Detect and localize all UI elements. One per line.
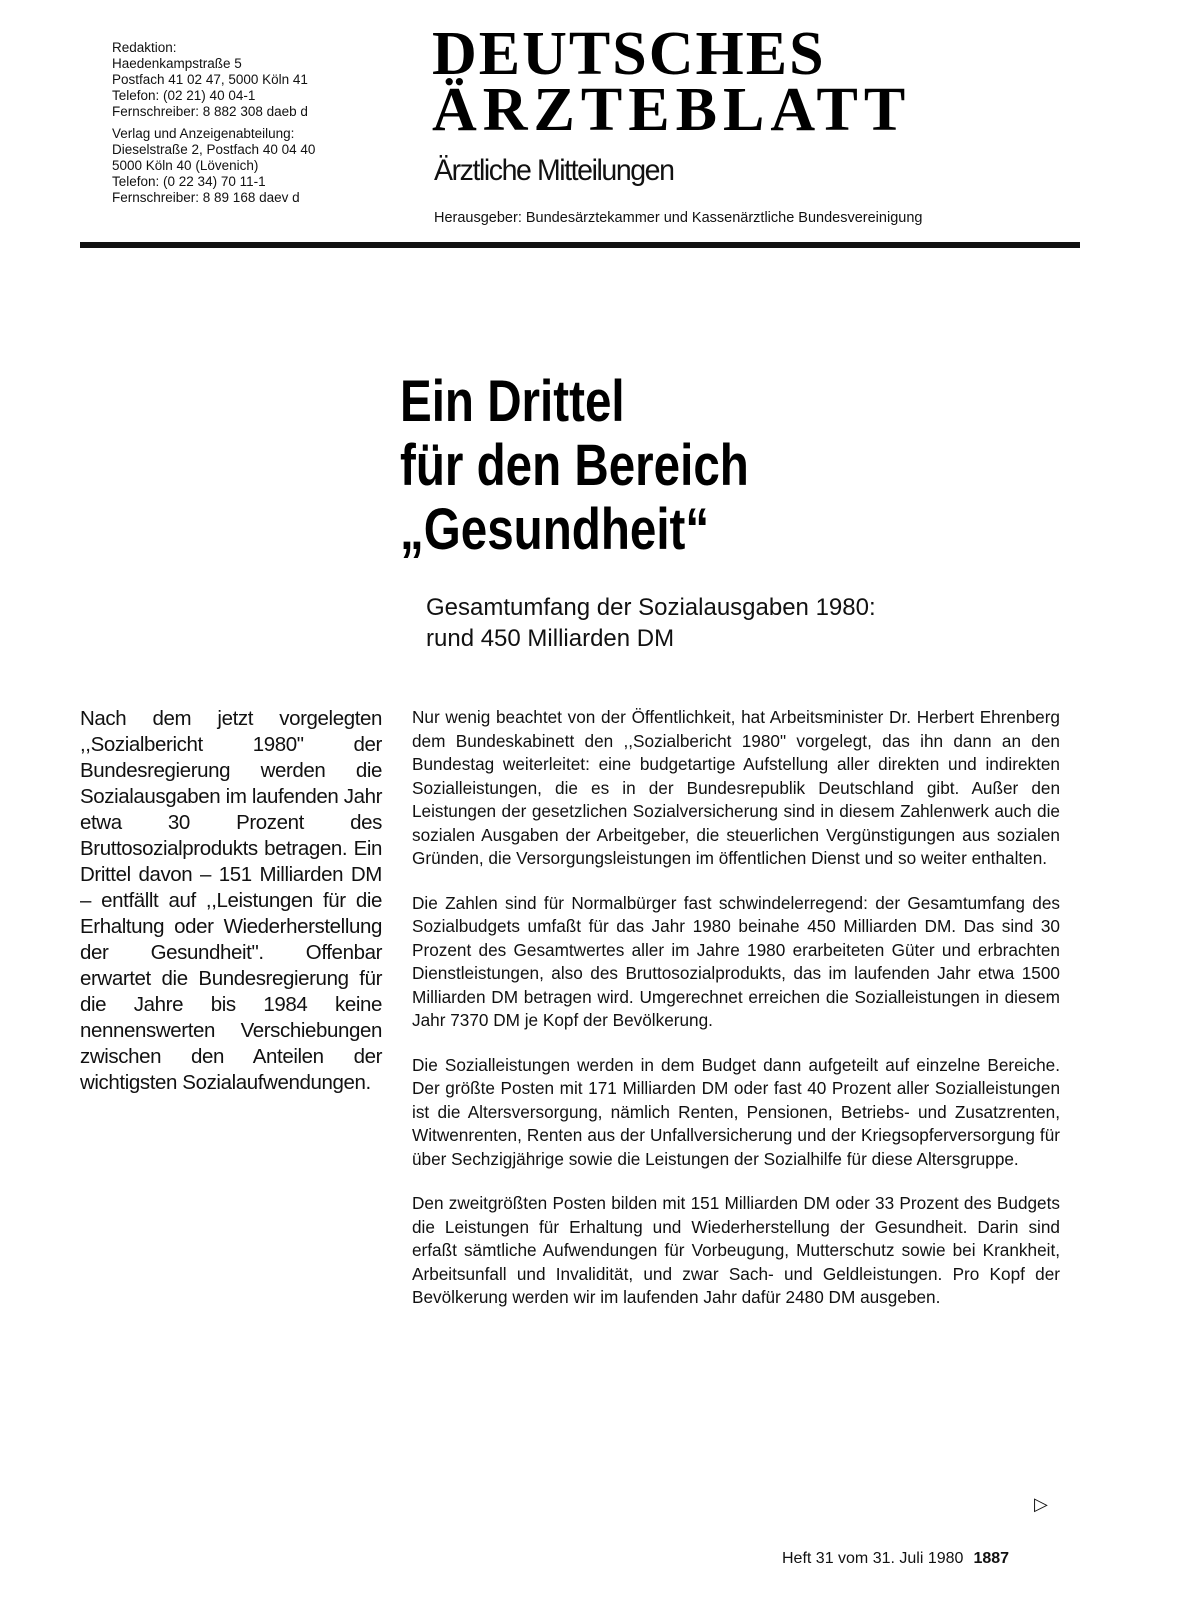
- headline-line: „Gesundheit“: [400, 497, 710, 562]
- masthead-address-block: [112, 40, 412, 206]
- issue-info: Heft 31 vom 31. Juli 1980: [782, 1550, 964, 1567]
- verlag-line: Dieselstraße 2, Postfach 40 04 40: [112, 142, 316, 157]
- journal-title: [432, 20, 912, 144]
- verlag-line: 5000 Köln 40 (Lövenich): [112, 158, 259, 173]
- headline-line: für den Bereich: [400, 433, 749, 498]
- article-lead-summary: Nach dem jetzt vorgelegten ,,Sozialbericht 1980" der Bundesregierung werden die Sozialausgaben im laufenden Jahr etwa 30 Prozent des Bruttosozialprodukts betragen. Ein Drittel davon – 151 Milliarden DM – entfällt auf ,,Leistungen für die Erhaltung oder Wiederherstellung der Gesundheit". Offenbar erwartet die Bundesregierung für die Jahre bis 1984 keine nennenswerten Verschiebungen zwischen den Anteilen der wichtigsten Sozialaufwendungen.: [80, 707, 382, 1094]
- redaktion-line: Haedenkampstraße 5: [112, 56, 242, 71]
- headline-line: Ein Drittel: [400, 369, 625, 434]
- redaktion-line: Redaktion:: [112, 40, 177, 55]
- body-paragraph: Die Sozialleistungen werden in dem Budget dann aufgeteilt auf einzelne Bereiche. Der größte Posten mit 171 Milliarden DM oder fast 40 Prozent aller Sozialleistungen ist die Altersversorgung, nämlich Renten, Pensionen, Betriebs- und Zusatzrenten, Witwenrenten, Renten aus der Unfallversicherung und der Kriegsopferversorgung für über Sechzigjährige sowie die Leistungen der Sozialhilfe für diese Altersgruppe.: [412, 1054, 1060, 1169]
- body-paragraph: Nur wenig beachtet von der Öffentlichkeit, hat Arbeitsminister Dr. Herbert Ehrenberg dem Bundeskabinett den ,,Sozialbericht 1980" vorgelegt, das ihn dann an den Bundestag weiterleitet: eine budgetartige Aufstellung aller direkten und indirekten Sozialleistungen, die es in der Bundesrepublik Deutschland gibt. Außer den Leistungen der gesetzlichen Sozialversicherung sind in diesem Zahlenwerk auch die sozialen Ausgaben der Arbeitgeber, die steuerlichen Vergünstigungen aus sozialen Gründen, die Versorgungsleistungen im öffentlichen Dienst und so weiter enthalten.: [412, 707, 1060, 868]
- page-number: 1887: [973, 1550, 1010, 1567]
- redaktion-line: Postfach 41 02 47, 5000 Köln 41: [112, 72, 308, 87]
- page-footer: [782, 1550, 1009, 1568]
- body-paragraph: Den zweitgrößten Posten bilden mit 151 Milliarden DM oder 33 Prozent des Budgets die Leistungen für Erhaltung und Wiederherstellung der Gesundheit. Darin sind erfaßt sämtliche Aufwendungen für Vorbeugung, Mutterschutz sowie bei Krankheit, Arbeitsunfall und Invalidität, und zwar Sach- und Geldleistungen. Pro Kopf der Bevölkerung werden wir im laufenden Jahr dafür 2480 DM ausgeben.: [412, 1193, 1060, 1307]
- publisher-line: Herausgeber: Bundesärztekammer und Kassenärztliche Bundesvereinigung: [434, 210, 923, 226]
- journal-title-line-2: ÄRZTEBLATT: [432, 76, 912, 144]
- article-body: [412, 706, 1060, 1331]
- continue-arrow-icon: ▷: [1034, 1494, 1048, 1514]
- journal-subtitle: Ärztliche Mitteilungen: [434, 154, 674, 187]
- subheadline-line: Gesamtumfang der Sozialausgaben 1980:: [426, 594, 876, 621]
- journal-title-line-1: DEUTSCHES: [432, 20, 826, 88]
- article-headline: [400, 370, 749, 562]
- article-subheadline: [426, 592, 876, 654]
- masthead-rule: [80, 242, 1080, 248]
- verlag-line: Telefon: (0 22 34) 70 11-1: [112, 174, 266, 189]
- redaktion-line: Telefon: (02 21) 40 04-1: [112, 88, 256, 103]
- verlag-line: Fernschreiber: 8 89 168 daev d: [112, 190, 300, 205]
- verlag-line: Verlag und Anzeigenabteilung:: [112, 126, 295, 141]
- redaktion-line: Fernschreiber: 8 882 308 daeb d: [112, 104, 308, 119]
- body-paragraph: Die Zahlen sind für Normalbürger fast schwindelerregend: der Gesamtumfang des Sozialbudgets umfaßt für das Jahr 1980 beinahe 450 Milliarden DM. Das sind 30 Prozent des Gesamtwertes aller im Jahre 1980 erarbeiteten Güter und erbrachten Dienstleistungen, also des Bruttosozialprodukts, das im laufenden Jahr etwa 1500 Milliarden DM betragen wird. Umgerechnet erreichen die Sozialleistungen in diesem Jahr 7370 DM je Kopf der Bevölkerung.: [412, 892, 1060, 1030]
- subheadline-line: rund 450 Milliarden DM: [426, 625, 675, 652]
